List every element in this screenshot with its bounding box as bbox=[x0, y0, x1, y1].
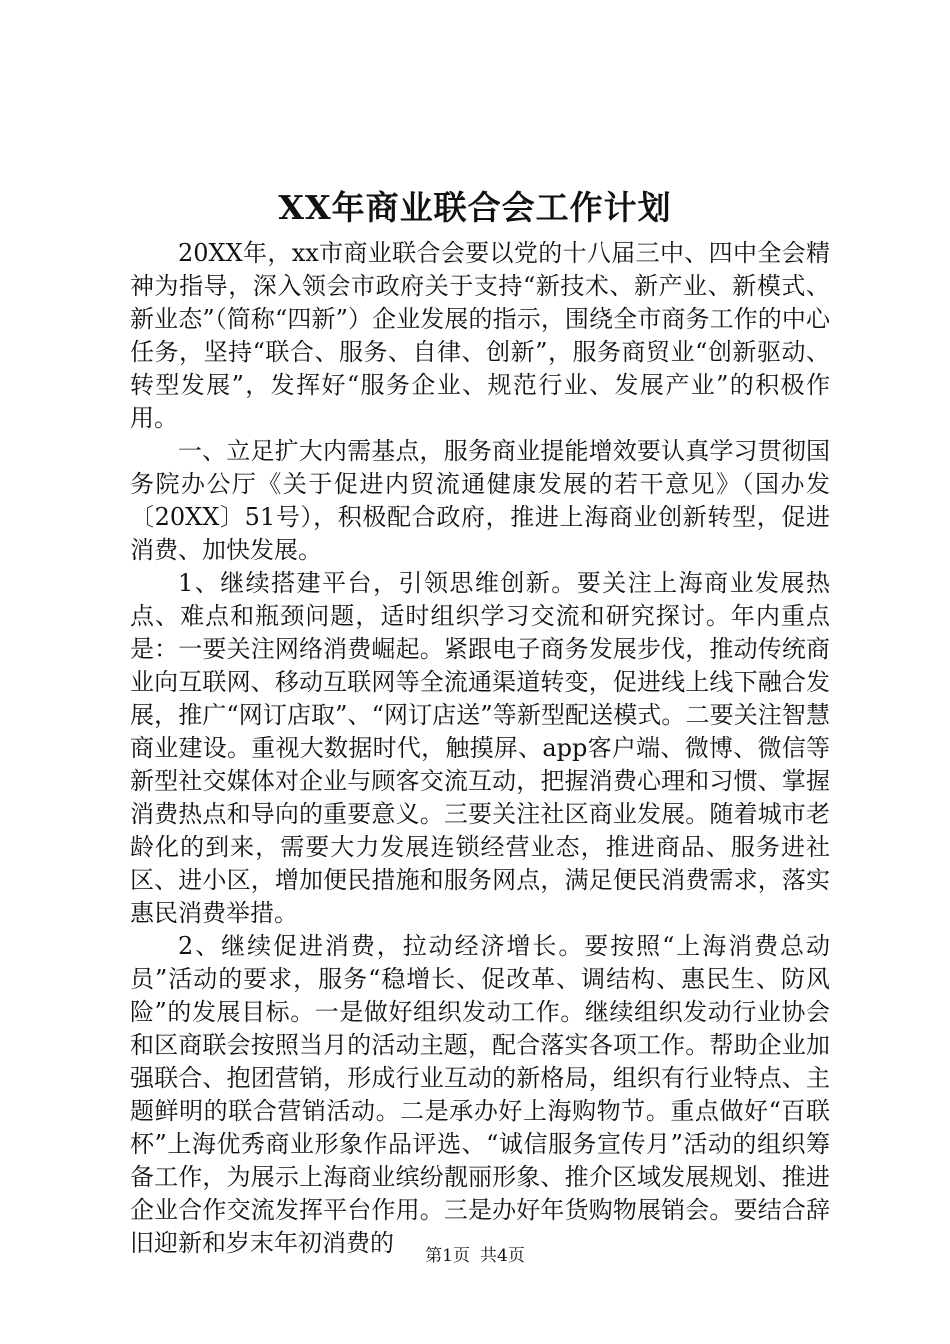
page-total: 共4页 bbox=[480, 1246, 525, 1266]
paragraph-section-1: 一、立足扩大内需基点，服务商业提能增效要认真学习贯彻国务院办公厅《关于促进内贸流通健康发展的若干意见》（国办发〔20XX〕51号），积极配合政府，推进上海商业创新转型，促进消费、加快发展。 bbox=[130, 437, 830, 564]
document-title: XX年商业联合会工作计划 bbox=[278, 188, 672, 227]
paragraph-item-2: 2、继续促进消费，拉动经济增长。要按照“上海消费总动员”活动的要求，服务“稳增长、促改革、调结构、惠民生、防风险”的发展目标。一是做好组织发动工作。继续组织发动行业协会和区商联会按照当月的活动主题，配合落实各项工作。帮助企业加强联合、抱团营销，形成行业互动的新格局，组织有行业特点、主题鲜明的联合营销活动。二是承办好上海购物节。重点做好“百联杯”上海优秀商业形象作品评选、“诚信服务宣传月”活动的组织筹备工作，为展示上海商业缤纷靓丽形象、推介区域发展规划、推进企业合作交流发挥平台作用。三是办好年货购物展销会。要结合辞旧迎新和岁末年初消费的 bbox=[130, 932, 830, 1257]
page-number: 第1页 bbox=[425, 1246, 470, 1266]
document-body bbox=[130, 237, 830, 1260]
paragraph-item-1: 1、继续搭建平台，引领思维创新。要关注上海商业发展热点、难点和瓶颈问题，适时组织学习交流和研究探讨。年内重点是：一要关注网络消费崛起。紧跟电子商务发展步伐，推动传统商业向互联网、移动互联网等全流通渠道转变，促进线上线下融合发展，推广“网订店取”、“网订店送”等新型配送模式。二要关注智慧商业建设。重视大数据时代，触摸屏、app客户端、微博、微信等新型社交媒体对企业与顾客交流互动，把握消费心理和习惯、掌握消费热点和导向的重要意义。三要关注社区商业发展。随着城市老龄化的到来，需要大力发展连锁经营业态，推进商品、服务进社区、进小区，增加便民措施和服务网点，满足便民消费需求，落实惠民消费举措。 bbox=[130, 569, 830, 927]
paragraph-intro: 20XX年，xx市商业联合会要以党的十八届三中、四中全会精神为指导，深入领会市政府关于支持“新技术、新产业、新模式、新业态”（简称“四新”）企业发展的指示，围绕全市商务工作的中心任务，坚持“联合、服务、自律、创新”，服务商贸业“创新驱动、转型发展”，发挥好“服务企业、规范行业、发展产业”的积极作用。 bbox=[130, 239, 830, 432]
page-footer bbox=[0, 1244, 950, 1268]
